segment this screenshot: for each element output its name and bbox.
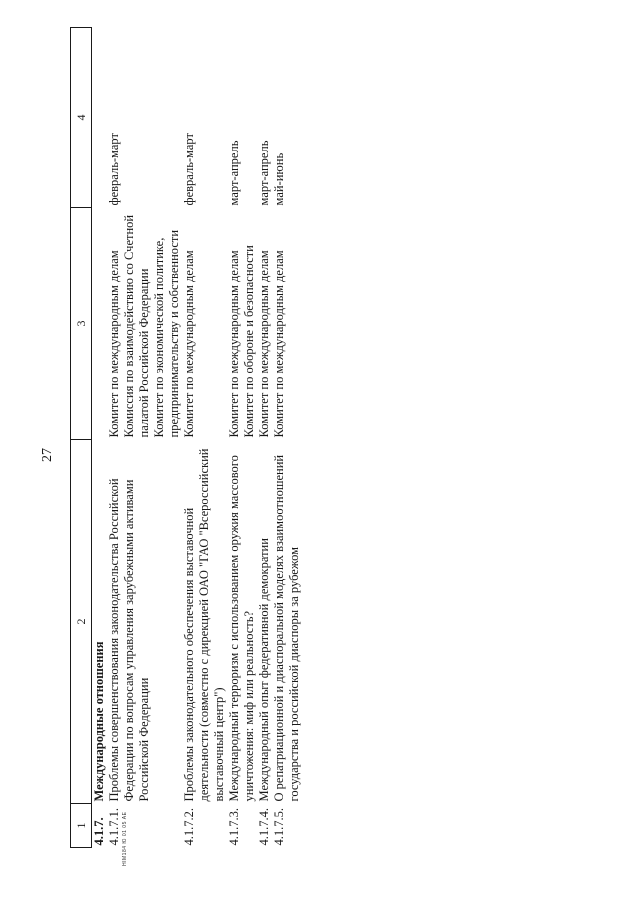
section-empty-cell	[92, 28, 108, 208]
column-header-2: 2	[71, 440, 92, 804]
item-title: Проблемы совершенствования законодательства Российской Федерации по вопросам управления зарубежными активами Российской Федерации	[107, 478, 151, 802]
item-title: Международный терроризм с использованием оружия массового уничтожения: миф или реальность?	[227, 455, 256, 802]
header-row	[71, 28, 92, 848]
item-responsible	[227, 208, 257, 440]
responsible-line: Комиссия по взаимодействию со Счетной палатой Российской Федерации	[122, 214, 151, 438]
responsible-line: Комитет по международным делам	[257, 250, 271, 438]
table-row	[227, 28, 257, 848]
table-row	[257, 28, 272, 848]
responsible-line: Комитет по международным делам	[227, 250, 241, 438]
item-title: Проблемы законодательного обеспечения выставочной деятельности (совместно с дирекцией ОАО "ГАО "Всероссийский выставочный центр")	[182, 448, 226, 802]
section-empty-cell	[92, 208, 108, 440]
column-header-3: 3	[71, 208, 92, 440]
item-title: Международный опыт федеративной демократии	[257, 538, 271, 802]
item-title: О репатриационной и диаспоральной моделях взаимоотношений государства и российской диаспоры за рубежом	[272, 454, 301, 802]
item-number: 4.1.7.5.	[272, 808, 286, 846]
item-responsible	[182, 208, 227, 440]
responsible-line: Комитет по международным делам	[107, 250, 121, 438]
item-period: февраль-март	[107, 133, 121, 206]
section-row	[92, 28, 108, 848]
responsible-line: Комитет по экономической политике, предпринимательству и собственности	[152, 229, 181, 438]
responsible-line: Комитет по международным делам	[182, 250, 196, 438]
page-number: 27	[40, 448, 55, 462]
section-number: 4.1.7.	[92, 817, 106, 846]
item-period: март-апрель	[227, 140, 241, 206]
responsible-line: Комитет по обороне и безопасности	[242, 245, 256, 438]
item-number: 4.1.7.3.	[227, 808, 241, 846]
item-period: май-июнь	[272, 152, 286, 206]
item-responsible	[272, 208, 302, 440]
table-row	[107, 28, 182, 848]
item-period: февраль-март	[182, 133, 196, 206]
item-responsible	[107, 208, 182, 440]
item-number: 4.1.7.4.	[257, 808, 271, 846]
footer-code: HIM184 Ю 01 05 АЕ	[122, 811, 128, 866]
column-header-1: 1	[71, 804, 92, 848]
rotated-table-frame	[70, 28, 633, 848]
item-responsible	[257, 208, 272, 440]
item-number: 4.1.7.2.	[182, 808, 196, 846]
section-title: Международные отношения	[92, 641, 106, 802]
responsible-line: Комитет по международным делам	[272, 250, 286, 438]
column-header-4: 4	[71, 28, 92, 208]
plan-table	[70, 27, 302, 848]
item-period: март-апрель	[257, 140, 271, 206]
item-number: 4.1.7.1.	[107, 808, 121, 846]
table-row	[272, 28, 302, 848]
table-row	[182, 28, 227, 848]
